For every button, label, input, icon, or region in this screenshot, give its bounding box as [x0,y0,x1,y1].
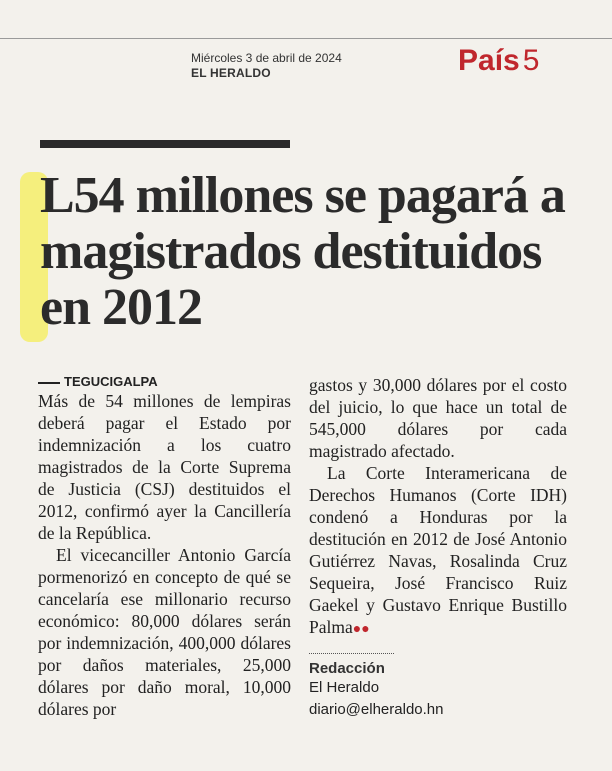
signature-rule [309,653,394,654]
dateline [38,374,291,389]
dateline-dash [38,382,60,384]
byline-label: Redacción [309,660,385,677]
paragraph-2: El vicecanciller Antonio García pormenorizó en concepto de qué se cancelaría ese millonario recurso económico: 80,000 dólares serán por indemnización, 400,000 dólares por daños materiales, 25,000 dólares por daño moral, 10,000 dólares por [38,545,291,719]
end-mark-icon: ●● [352,622,370,637]
page-number: 5 [522,44,540,77]
paragraph-1: Más de 54 millones de lempiras deberá pagar el Estado por indemnización a los cuatro magistrados de la Corte Suprema de Justicia (CSJ) destituidos el 2012, confirmó ayer la Cancillería de la República. [38,391,291,543]
article-column-2 [309,374,567,721]
paragraph-3: gastos y 30,000 dólares por el costo del juicio, lo que hace un total de 545,000 dólares por cada magistrado afectado. [309,375,567,461]
byline-email: diario@elheraldo.hn [309,701,444,718]
paragraph-4-text: La Corte Interamericana de Derechos Humanos (Corte IDH) condenó a Honduras por la destitución en 2012 de José Antonio Gutiérrez Navas, Rosalinda Cruz Sequeira, José Francisco Ruiz Gaekel y Gustavo Enrique Bustillo Palma [309,463,567,637]
byline-outlet: El Heraldo [309,679,380,696]
publication-name: EL HERALDO [191,66,271,80]
headline-bar [40,140,290,148]
top-rule [0,38,612,39]
dateline-text: TEGUCIGALPA [64,374,158,389]
section-name: País [458,44,520,77]
paragraph-4 [309,462,567,641]
headline: L54 millones se pagará a magistrados destituidos en 2012 [40,167,565,336]
issue-date: Miércoles 3 de abril de 2024 [191,51,342,65]
article-column-1 [38,374,291,720]
section-header [458,44,539,78]
